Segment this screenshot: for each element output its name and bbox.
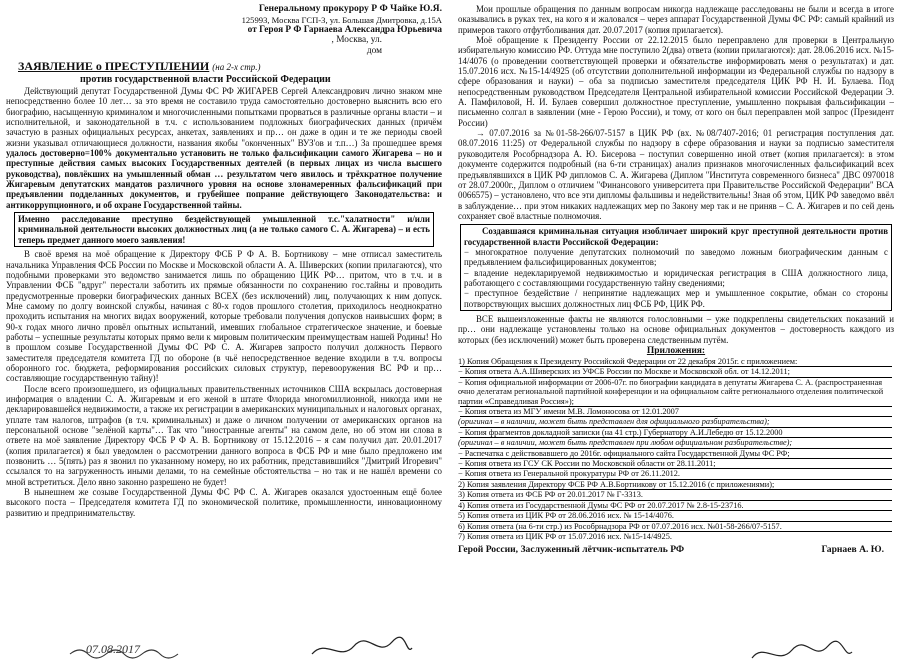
box-item-2: – владение недекларируемой недвижимостью и юридическая регистрация в США должностного лица, работающего с составляющими государственную тайну сведениями; — [464, 267, 888, 288]
page-two — [458, 4, 894, 666]
left-paragraph-4: В нынешнем же созыве Государственной Думы ФС РФ С. А. Жигарев оказался удостоенным ещё более высокого поста – Председателя комитета ГД по экономической политике, промышленности, инновационному развитию и предпринимательству. — [6, 487, 442, 518]
appendix-item: − Копия фрагментов докладной записки (на 41 стр.) Губернатору А.И.Лебедю от 15.12.2000 — [458, 427, 783, 437]
box-title: Создавшаяся криминальная ситуация изобличает широкий круг преступной деятельности против государственной власти Российской Федерации: — [464, 226, 888, 247]
appendix-item: 7) Копия ответа из ЦИК РФ от 15.07.2016 исх. №15-14/4925. — [458, 531, 672, 541]
appendix-list — [458, 357, 894, 541]
right-paragraph-2: Моё обращение к Президенту России от 22.12.2015 было переправлено для проверки в Центральную избирательную комиссию РФ. Оттуда мне поступило 2(два) ответа (копии прилагаются): дат. 28.06.2016 исх. №15-14/4076 (о проведении соответствующей проверки и обязательстве информировать меня о результатах) и дат. 15.07.2016 исх. №15-14/4925 (об отсутствии дополнительной информации из Федеральной службы по надзору в сфере образования и науки) – оба за подписью заместителя председателя ЦИК РФ Н. И. Булаева. Под непосредственным руководством Председателя Центральной избирательной комиссии Российской Федерации Э. А. Памфиловой, Н. И. Булаев совершил должностное преступление, умышленно покрывая фальсификации – письменно солгал в заявлении (мне - Герою России), и тому, от кого он был переправлен мой запрос (Президент России) — [458, 35, 894, 128]
right-paragraph-3: → 07.07.2016 за №01-58-266/07-5157 в ЦИК РФ (вх. №08/7407-2016; 01 регистрация поступления дат. 08.07.2016 11:25) от Федеральной службы по надзору в сфере образования и науки за подписью заместителя руководителя Рособрнадзора А. Ю. Бисерова – поступил совершенно иной ответ (копия прилагается): в этом документе содержится подробный (на 6-ти страницах) анализ признаков многочисленных фальсификаций всех предъявлявшихся в ЦИК РФ дипломов С. А. Жигарева (Диплом "Института современного бизнеса" ДВС 0970018 от 28.07.2000г., Диплом о отличием "Финансового университета при Правительстве Российской Федерации" ВСА 0066575) – установлено, что все эти дипломы фальшивы и недействительны! Зная об этом, ЦИК РФ заведомо ввёл в заблуждение… при этом никаких надлежащих мер по Закону мер так и не приняв – С. А. Жигарев и по сей день сохраняет своё властные полномочия. — [458, 128, 894, 221]
title-main: ЗАЯВЛЕНИЕ о ПРЕСТУПЛЕНИИ — [18, 59, 210, 73]
appendix-item: 6) Копия ответа (на 6-ти стр.) из Рособрнадзора РФ от 07.07.2016 исх. №01-58-266/07-5157. — [458, 521, 782, 531]
left-paragraph-2: В своё время на моё обращение к Директору ФСБ Р Ф А. В. Бортникову – мне отписал заместитель начальника Управления ФСБ России по Москве и Московской области А. А. Шиверских (копии прилагаются), что подобными проверками это ведомство занимается лишь по обращению ЦИК РФ… притом, что в т.ч. и в Управлении ФСБ "вдруг" перестали заботить их прямые обязанности по сохранению гос.тайны и проводить предусмотренные проверки биографических данных ВСЕХ (без исключений) лиц, получающих к ним допуск. Мне самому по долгу воинской службы, начиная с 80-х годов прошлого столетия, приходилось неоднократно проходить испытания на многих видах вооружений, которые требовали получения допусков наивысших форм; в 90-х годах много лично провёл опытных испытаний, имевших глобальное стратегическое значение, и боевые работы – успешные результаты которых прямо вели к мировым политическим преимуществам нашей Родины! Но в прошлом созыве Государственной Думы ФС РФ С. А. Жигарев запросто получил должность Первого заместителя председателя комитета ГД по обороне (в чьё непосредственное ведение входили в т.ч. вопросы оборонного гос. бюджета, реформирования российских силовых структур, перевооружения ВС РФ и пр… составляющие государственную тайну)! — [6, 249, 442, 384]
signature-icon — [306, 634, 416, 664]
footer-title: Герой России, Заслуженный лётчик-испытатель РФ — [458, 544, 685, 556]
left-paragraph-1-bold: удалось достоверно=100% документально установить не только фальсификации самого Жигарева – но и преступные действия самых высоких Государственных деятелей (в первых лицах из числа высшего руководства), повлёкших на умышленный обман … результатом чего явилось и трёхкратное получение Жигаревым депутатских мандатов различного уровня на основе злонамеренных фальсификаций при предъявлении подделанных документов, и грубейшее попрание действующего Законодательства: и антикоррупционного, и об охране Государственной тайны. — [6, 148, 442, 210]
appendix-item: − Копия ответа из Генеральной прокуратуры РФ от 26.11.2012. — [458, 469, 681, 479]
left-paragraph-3: После всего произошедшего, из официальных правительственных источников США вскрылась достоверная информация о владении С. А. Жигаревым и его женой в штате Флорида многомиллионной, никогда ими не декларировавшейся недвижимости, а также их регистрации в американских муниципальных и налоговых органах, уплате там налогов, штрафов (в т.ч. криминальных) и даже о личном получении от американских органов на персональной основе "зелёной карты"… Так что "иностранные агенты" на самом деле, но об этом ни слова в ответе на моё заявление Директору ФСБ Р Ф А. В. Бортникову от 15.12.2016 – я сам получил дат. 20.01.2017 (копия прилагается) я был уведомлен о рассмотрении данного вопроса в ФСБ РФ и мне было предложено им позвонить … 5(пять) раз я звонил по указанному номеру, но их работник, представившийся "Дмитрий Игоревич" ссылался то на загруженность иными делами, то на семейные обстоятельства – но так и не нашёл времени со мной встретиться. Дело явно законно разрешено не будет! — [6, 383, 442, 487]
appendix-item: 4) Копия ответа из Государственной Думы ФС РФ от 20.07.2017 № 2.8-15-23716. — [458, 500, 744, 510]
sender: от Героя Р Ф Гарнаева Александра Юрьевича — [247, 24, 442, 35]
right-paragraph-4: ВСЕ вышеизложенные факты не являются голословными – уже подкреплены свидетельских показаний и пр… они надлежаще установлены только на основе официальных документов – достоверность каждого из которых (без исключений) может быть проверена следственным путём. — [458, 313, 894, 345]
appendix-item: − Копия ответа из ГСУ СК России по Московской области от 28.11.2011; — [458, 459, 716, 469]
footer — [458, 544, 894, 555]
date-text: 07.08.2017 — [86, 642, 140, 656]
appendix-item: 5) Копия ответа из ЦИК РФ от 28.06.2016 исх. № 15-14/4076. — [458, 511, 674, 521]
page-one — [6, 4, 442, 666]
left-paragraph-1: Действующий депутат Государственной Думы ФС РФ ЖИГАРЕВ Сергей Александрович лично знаком мне непосредственно более 10 лет… за это время не составило труда самостоятельно достоверно выяснить всю его биографию, насыщенную криминалом и многочисленными попытками прорваться в различные органы власти – и исполнительной, и законодательной в т.ч. с использованием подложных биографических данных (причём зачастую в разных официальных ресурсах, анкетах, заявлениях и пр… он даже в один и те же периоды своей жизни указывал отличающиеся должности, названия якобы "оконченных" ВУЗ'ов и т.п…) За прошедшее время — [6, 86, 442, 148]
footer-name: Гарнаев А. Ю. — [821, 544, 884, 556]
right-paragraph-1: Мои прошлые обращения по данным вопросам никогда надлежаще расследованы не были и всегда в итоге оказывались в руках тех, на кого я и жаловался – через аппарат Государственной Думы ФС РФ: самый крайний из примеров такого отфутболивания дат. 20.07.2017 (копия прилагается). — [458, 4, 894, 35]
document-title — [18, 60, 442, 74]
appendix-item: − Распечатка с действовавшего до 2016г. официального сайта Государственной Думы ФС РФ; — [458, 448, 790, 458]
signature-icon — [748, 640, 858, 666]
appendix-item: − Копия ответа А.А.Шиверских из УФСБ России по Москве и Московской обл. от 14.12.2011; — [458, 367, 790, 377]
sender-house: дом — [366, 45, 382, 56]
appendix-item: (оригинал – в наличии, может быть представлен для официального разбирательства); — [458, 417, 770, 427]
appendix-item: − Копия ответа из МГУ имени М.В. Ломоносова от 12.01.2007 — [458, 407, 679, 417]
appendix-item: 3) Копия ответа из ФСБ РФ от 20.01.2017 № Г-3313. — [458, 490, 643, 500]
box-item-3: − преступное бездействие / непринятие надлежащих мер и умышленное сокрытие, обман со стороны потворствующих высших должностных лиц ФСБ РФ, ЦИК РФ. — [464, 288, 888, 309]
appendix-item: − Копия официальной информации от 2006-07г. по биографии кандидата в депутаты Жигарева С. А. (распространенная очно делегатам региональной партийной конференции и на официальном сайте регионального отделения политической партии «Справедливая Россия»); — [458, 377, 884, 406]
left-boxed-statement: Именно расследование преступно бездействующей умышленной т.с."халатности" и/или криминальной деятельности высоких должностных лиц (а не только самого С. А. Жигарева) – и есть теперь предмет данного моего заявления! — [14, 212, 434, 247]
appendix-item: 2) Копия заявления Директору ФСБ РФ А.В.Бортникову от 15.12.2016 (с приложениями); — [458, 479, 775, 489]
appendix-title: Приложения: — [646, 346, 706, 356]
date-handwritten — [66, 638, 186, 666]
signature-left — [306, 634, 416, 666]
title-note: (на 2-х стр.) — [212, 62, 261, 72]
prosecutor-address: 125993, Москва ГСП-3, ул. Большая Дмитровка, д.15А — [241, 14, 442, 25]
title-subtitle: против государственной власти Российской Федерации — [80, 74, 331, 85]
appendix-item: (оригинал – в наличии, может быть представлен при любом официальном разбирательстве); — [458, 438, 793, 448]
box-item-1: − многократное получение депутатских полномочий по заведомо ложным биографическим данным с предъявлением фальсифицированных документов; — [464, 246, 888, 268]
addressee: Генеральному прокурору Р Ф Чайке Ю.Я. — [258, 4, 442, 14]
appendix-item: 1) Копия Обращения к Президенту Российской Федерации от 22 декабря 2015г. с приложением: — [458, 357, 798, 366]
signature-right — [748, 640, 858, 666]
right-boxed-summary — [460, 224, 892, 311]
sender-city: , Москва, ул. — [331, 35, 382, 45]
